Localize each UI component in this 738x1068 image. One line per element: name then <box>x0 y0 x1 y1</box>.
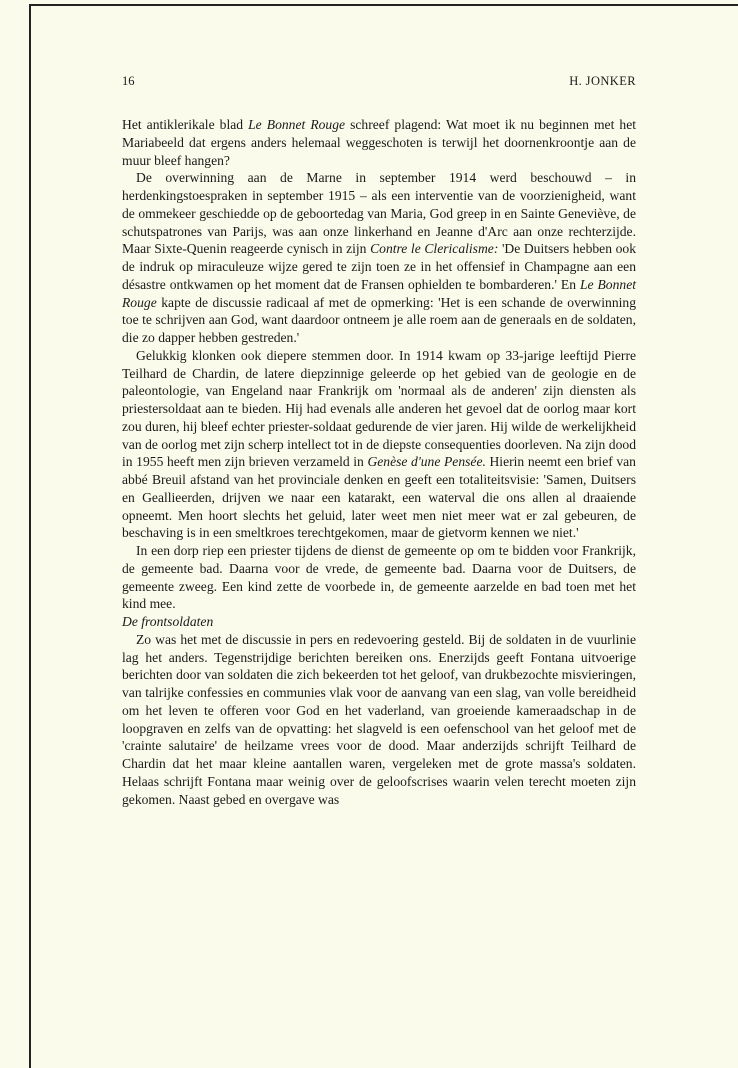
title-le-bonnet-rouge: Le Bonnet Rouge <box>248 117 346 132</box>
running-head <box>122 73 636 89</box>
running-head-author: H. JONKER <box>569 74 636 88</box>
book-page <box>122 73 636 808</box>
page-number: 16 <box>122 74 135 88</box>
title-contre-le-clericalisme: Contre le Clericalisme: <box>370 241 499 257</box>
paragraph-5: Zo was het met de discussie in pers en redevoering gesteld. Bij de soldaten in de vuurlinie lag het anders. Tegenstrijdige berichten bereiken ons. Enerzijds geeft Fontana uitvoerige berichten door van soldaten die zich bekeerden tot het geloof, van drukbezochte misvieringen, van talrijke confessies en communies vlak voor de aanvang van een slag, van volle bereidheid om het leven te offeren voor God en het vaderland, van groeiende kameraadschap in de loopgraven en zelfs van de opvatting: het slagveld is een oefenschool van het geloof met de 'crainte salutaire' de heilzame vrees voor de dood. Maar anderzijds schrijft Teilhard de Chardin dat het maar kleine aantallen waren, vergeleken met de grote massa's soldaten. Helaas schrijft Fontana maar weinig over de geloofscrises waarin velen terecht moeten zijn gekomen. Naast gebed en overgave was <box>122 631 636 807</box>
page-top-edge <box>30 4 738 6</box>
title-genese-dune-pensee: Genèse d'une Pensée. <box>367 454 486 470</box>
section-heading: De frontsoldaten <box>122 614 214 629</box>
paragraph-1: Het antiklerikale blad Le Bonnet Rouge schreef plagend: Wat moet ik nu beginnen met het Mariabeeld dat ergens anders helemaal weggeschoten is terwijl het doornenkroontje aan de muur bleef hangen? <box>122 117 637 168</box>
paragraph-2: De overwinning aan de Marne in september 1914 werd beschouwd – in herdenkingstoespraken in september 1915 – als een interventie van de voorzienigheid, want de ommekeer geschiedde op de geboortedag van Maria, God greep in en Sainte Geneviève, de schutspatrones van Parijs, was aan onze linkerhand en Jeanne d'Arc aan onze rechterzijde. Maar Sixte-Quenin reageerde cynisch in zijn Contre le Clericalisme: 'De Duitsers hebben ook de indruk op miraculeuze wijze gered te zijn toen ze in het offensief in Champagne aan een désastre ontkwamen op het moment dat de Fransen ophielden te bombarderen.' En Le Bonnet Rouge kapte de discussie radicaal af met de opmerking: 'Het is een schande de overwinning toe te schrijven aan God, want daardoor ontneem je alle roem aan de generaals en de soldaten, die zo dapper hebben gestreden.' <box>122 170 637 345</box>
body-text <box>122 116 636 808</box>
paragraph-3: Gelukkig klonken ook diepere stemmen door. In 1914 kwam op 33-jarige leeftijd Pierre Teilhard de Chardin, de latere diepzinnige geleerde op het gebied van de geologie en de paleontologie, van Engeland naar Frankrijk om 'normaal als de anderen' zijn diensten als priestersoldaat aan te bieden. Hij had evenals alle anderen het gevoel dat de oorlog maar kort zou duren, hij bleef echter priester-soldaat gedurende de vier jaren. Hij wilde de werkelijkheid van de oorlog met zijn scherp intellect tot in de diepste consequenties doorleven. Na zijn dood in 1955 heeft men zijn brieven verzameld in Genèse d'une Pensée. Hierin neemt een brief van abbé Breuil afstand van het provinciale denken en geeft een totaliteitsvisie: 'Samen, Duitsers en Geallieerden, drijven we naar een katarakt, een waterval die ons allen al draaiende opneemt. Men hoort slechts het geluid, later weet men niet meer wat er zal gebeuren, de beschaving is in een smeltkroes terechtgekomen, maar de gietvorm kennen we niet.' <box>122 347 636 541</box>
title-le-bonnet-rouge: Le Bonnet Rouge <box>122 276 637 310</box>
paragraph-4: In een dorp riep een priester tijdens de dienst de gemeente op om te bidden voor Frankrijk, de gemeente bad. Daarna voor de vrede, de gemeente bad. Daarna voor de Duitsers, de gemeente zweeg. Een kind zette de voorbede in, de gemeente aarzelde en bad toen met het kind mee. <box>122 543 636 612</box>
page-left-edge <box>29 4 31 1068</box>
